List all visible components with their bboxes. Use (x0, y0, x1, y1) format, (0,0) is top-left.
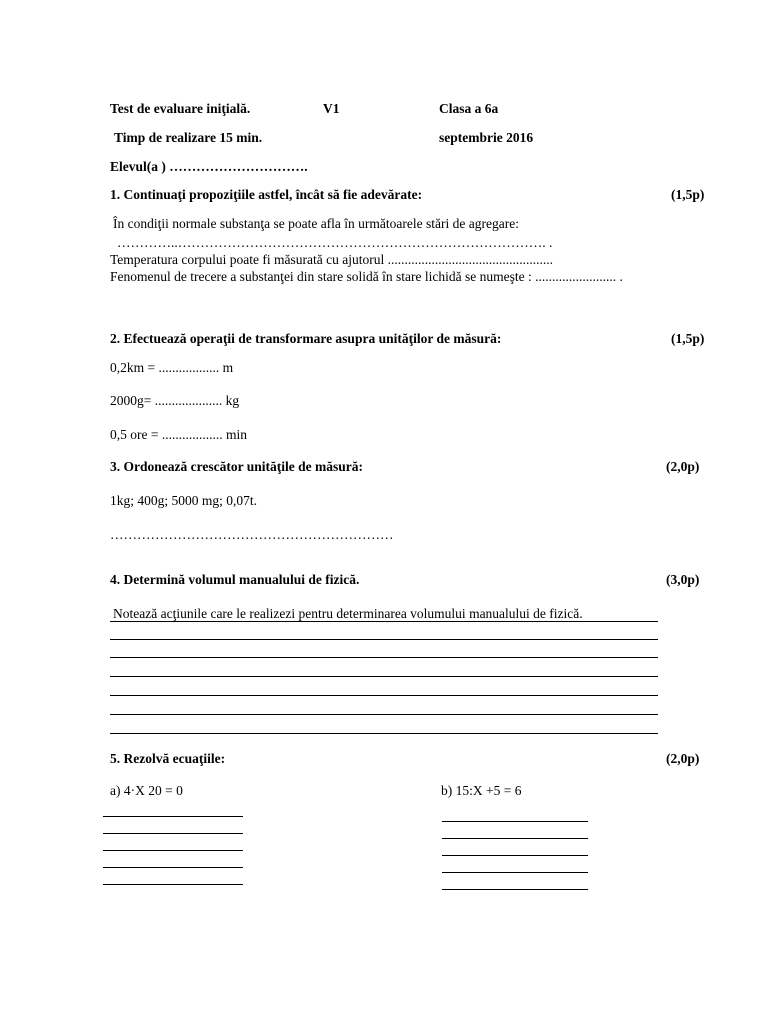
work-line-a (103, 884, 243, 885)
time-label: Timp de realizare 15 min. (114, 130, 263, 145)
work-line-a (103, 833, 243, 834)
q1-line-4: Fenomenul de trecere a substanţei din stare solidă în stare lichidă se numeşte : ........................ . (110, 269, 623, 284)
q1-line-1: În condiţii normale substanţa se poate afla în următoarele stări de agregare: (113, 216, 519, 231)
q1-title: 1. Continuaţi propoziţiile astfel, încât să fie adevărate: (110, 187, 423, 202)
test-title: Test de evaluare iniţială. (110, 101, 251, 116)
date-label: septembrie 2016 (439, 130, 534, 145)
answer-line (110, 733, 658, 734)
variant-label: V1 (323, 101, 340, 116)
work-line-b (442, 889, 588, 890)
q3-answer-line: ……………………………………………………… (110, 527, 394, 542)
q3-units: 1kg; 400g; 5000 mg; 0,07t. (110, 493, 258, 508)
answer-line (110, 714, 658, 715)
equation-a: a) 4·X 20 = 0 (110, 783, 183, 798)
answer-line (110, 657, 658, 658)
work-line-b (442, 838, 588, 839)
q4-points: (3,0p) (666, 572, 700, 587)
equation-b: b) 15:X +5 = 6 (441, 783, 522, 798)
q5-title: 5. Rezolvă ecuaţiile: (110, 751, 226, 766)
student-name-field: Elevul(a ) …………………………. (110, 159, 308, 174)
q1-points: (1,5p) (671, 187, 705, 202)
q4-instruction: Notează acţiunile care le realizezi pentru determinarea volumului manualului de fizică. (113, 606, 583, 621)
answer-line (110, 621, 658, 622)
q2-item-min: 0,5 ore = .................. min (110, 427, 247, 442)
q4-title: 4. Determină volumul manualului de fizică. (110, 572, 360, 587)
work-line-a (103, 850, 243, 851)
q2-item-kg: 2000g= .................... kg (110, 393, 240, 408)
q1-line-3: Temperatura corpului poate fi măsurată cu ajutorul ................................................. (110, 252, 553, 267)
answer-line (110, 676, 658, 677)
q2-points: (1,5p) (671, 331, 705, 346)
work-line-a (103, 867, 243, 868)
q5-points: (2,0p) (666, 751, 700, 766)
work-line-b (442, 855, 588, 856)
work-line-b (442, 821, 588, 822)
q1-line-2: …………..………………………………………………………………………. . (117, 235, 553, 250)
q2-item-km: 0,2km = .................. m (110, 360, 234, 375)
work-line-b (442, 872, 588, 873)
work-line-a (103, 816, 243, 817)
answer-line (110, 695, 658, 696)
q3-points: (2,0p) (666, 459, 700, 474)
class-label: Clasa a 6a (439, 101, 499, 116)
answer-line (110, 639, 658, 640)
q3-title: 3. Ordonează crescător unităţile de măsură: (110, 459, 363, 474)
q2-title: 2. Efectuează operaţii de transformare asupra unităţilor de măsură: (110, 331, 502, 346)
